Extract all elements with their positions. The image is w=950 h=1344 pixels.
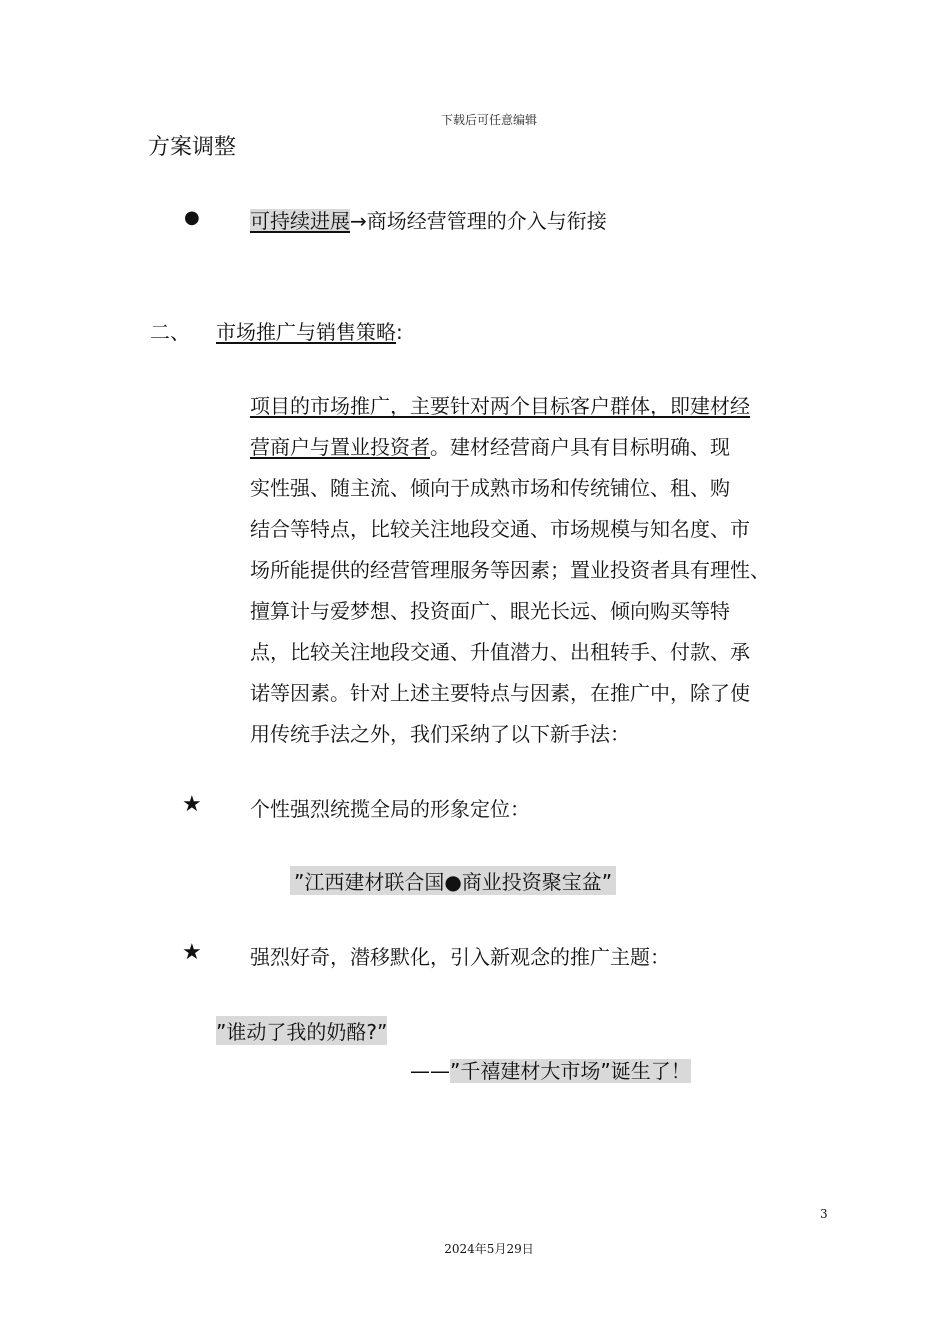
body-paragraph (250, 386, 850, 755)
section-title-colon: : (396, 320, 403, 344)
point-text: 强烈好奇，潜移默化，引入新观念的推广主题： (250, 945, 670, 969)
paragraph-underlined: 营商户与置业投资者 (250, 435, 430, 459)
bullet-rest: 商场经营管理的介入与衔接 (366, 209, 607, 233)
theme-dash: —— (410, 1059, 450, 1083)
theme-question: ”谁动了我的奶酪?” (216, 1016, 387, 1045)
header-note: 下载后可任意编辑 (440, 113, 537, 127)
section-title (216, 316, 403, 345)
paragraph-line: 场所能提供的经营管理服务等因素；置业投资者具有理性、 (250, 558, 770, 582)
paragraph-line (250, 427, 850, 468)
arrow-icon: → (350, 209, 367, 233)
section-number: 二、 (150, 320, 190, 344)
paragraph-line: 擅算计与爱梦想、投资面广、眼光长远、倾向购买等特 (250, 599, 730, 623)
star-icon: ★ (182, 940, 202, 965)
bullet-icon: ● (184, 207, 200, 228)
paragraph-line: 实性强、随主流、倾向于成熟市场和传统铺位、租、购 (250, 476, 730, 500)
point-text: 个性强烈统揽全局的形象定位： (250, 797, 530, 821)
star-icon: ★ (182, 792, 202, 817)
footer-date: 2024年5月29日 (444, 1242, 534, 1256)
continued-heading: 方案调整 (148, 135, 237, 160)
positioning-slogan: ”江西建材联合国●商业投资聚宝盆” (290, 866, 616, 895)
paragraph-line: 点，比较关注地段交通、升值潜力、出租转手、付款、承 (250, 640, 750, 664)
theme-answer: ”千禧建材大市场”诞生了！ (450, 1059, 691, 1083)
paragraph-line: 结合等特点，比较关注地段交通、市场规模与知名度、市 (250, 517, 750, 541)
page-number: 3 (820, 1207, 828, 1221)
paragraph-line: 项目的市场推广，主要针对两个目标客户群体，即建材经 (250, 394, 750, 418)
bullet-highlight: 可持续进展 (250, 209, 350, 233)
paragraph-line: 用传统手法之外，我们采纳了以下新手法： (250, 722, 630, 746)
section-title-text: 市场推广与销售策略 (216, 320, 396, 344)
paragraph-line: 诺等因素。针对上述主要特点与因素，在推广中，除了使 (250, 681, 750, 705)
bullet-item (250, 205, 607, 234)
theme-answer-line (410, 1055, 691, 1084)
paragraph-line-rest: 。建材经营商户具有目标明确、现 (430, 435, 730, 459)
